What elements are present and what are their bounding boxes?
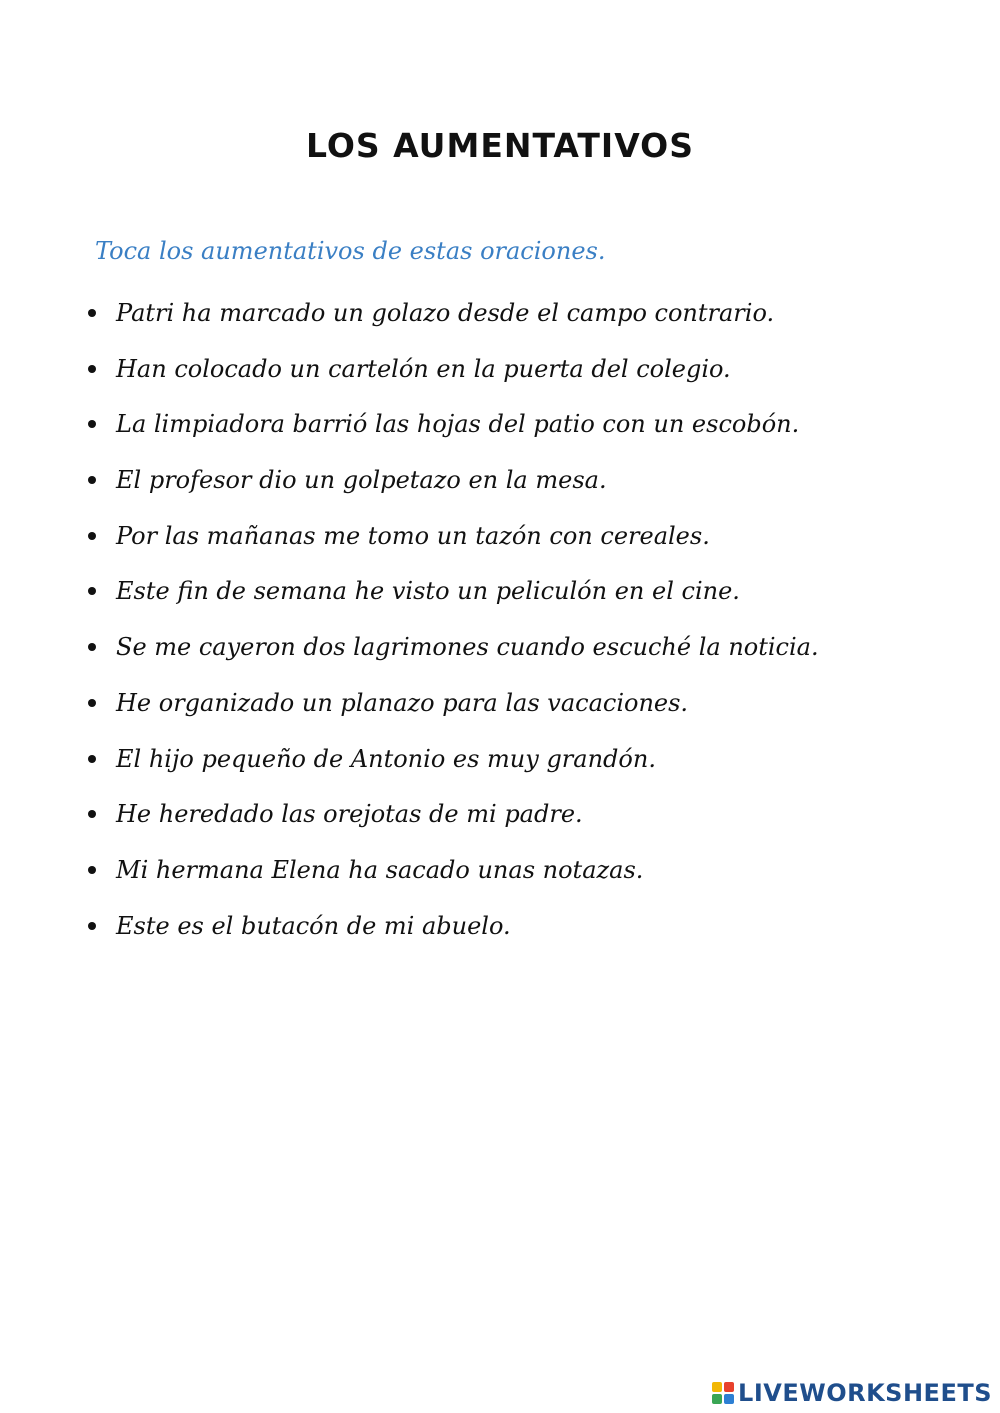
sentence-text[interactable]: Patri ha marcado un golazo desde el campo contrario. [116,299,775,327]
sentence-text[interactable]: Este es el butacón de mi abuelo. [116,911,511,940]
logo-square [712,1394,722,1404]
bullet-icon [88,309,96,317]
bullet-icon [88,365,96,373]
logo-square [724,1394,734,1404]
sentence-text[interactable]: Mi hermana Elena ha sacado unas notazas. [116,855,644,884]
bullet-icon [88,922,96,930]
sentence-item[interactable] [88,461,819,517]
sentence-item[interactable] [88,350,819,406]
logo-text: LIVEWORKSHEETS [738,1379,992,1407]
bullet-icon [88,532,96,540]
sentence-item[interactable] [88,851,819,907]
sentence-text[interactable]: Han colocado un cartelón en la puerta del colegio. [116,354,731,383]
sentence-item[interactable] [88,740,819,796]
bullet-icon [88,810,96,818]
logo-square [712,1382,722,1392]
sentence-list [88,294,819,962]
bullet-icon [88,699,96,707]
sentence-item[interactable] [88,628,819,684]
sentence-text[interactable]: Por las mañanas me tomo un tazón con cereales. [116,521,710,550]
sentence-text[interactable]: El hijo pequeño de Antonio es muy grandón. [116,744,656,773]
sentence-text[interactable]: He organizado un planazo para las vacaciones. [116,688,689,717]
sentence-item[interactable] [88,517,819,573]
bullet-icon [88,755,96,763]
sentence-text[interactable]: Se me cayeron dos lagrimones cuando escuché la noticia. [116,633,819,662]
sentence-item[interactable] [88,907,819,963]
bullet-icon [88,866,96,874]
liveworksheets-logo [712,1379,992,1407]
sentence-text[interactable]: La limpiadora barrió las hojas del patio con un escobón. [116,410,800,439]
bullet-icon [88,420,96,428]
bullet-icon [88,587,96,595]
logo-square [724,1382,734,1392]
sentence-text[interactable]: He heredado las orejotas de mi padre. [116,800,583,829]
sentence-item[interactable] [88,405,819,461]
bullet-icon [88,643,96,651]
sentence-item[interactable] [88,684,819,740]
sentence-item[interactable] [88,795,819,851]
sentence-text[interactable]: Este fin de semana he visto un peliculón en el cine. [116,577,740,606]
sentence-item[interactable] [88,572,819,628]
bullet-icon [88,476,96,484]
page-title: LOS AUMENTATIVOS [306,126,694,165]
liveworksheets-logo-icon [712,1382,734,1404]
sentence-item[interactable] [88,294,819,350]
instruction-text: Toca los aumentativos de estas oraciones. [95,237,606,265]
sentence-text[interactable]: El profesor dio un golpetazo en la mesa. [116,466,607,495]
